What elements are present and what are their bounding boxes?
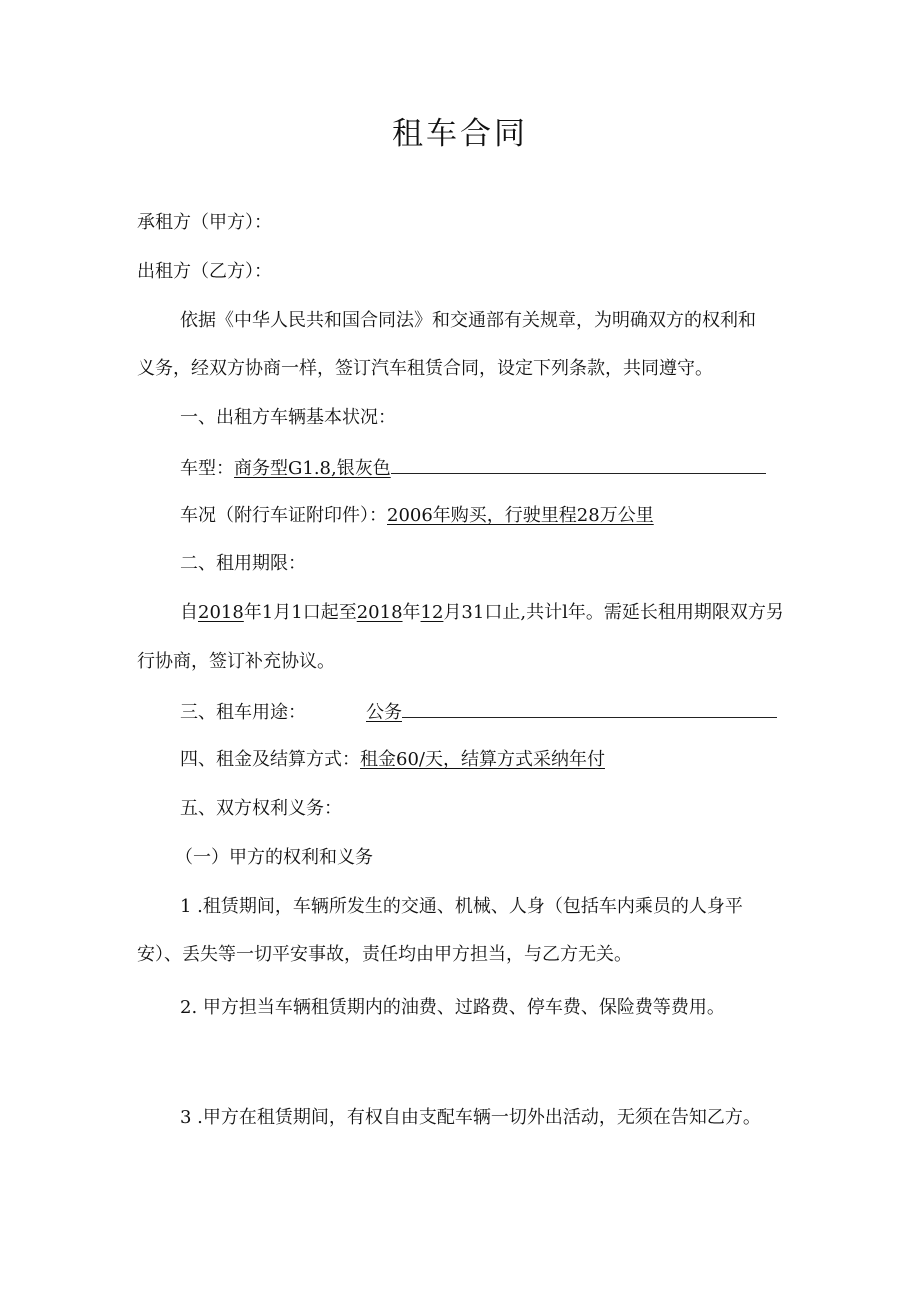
purpose-value: 公务 [366, 702, 402, 723]
vehicle-condition-row [180, 504, 654, 528]
term-text-3: 年 [402, 602, 421, 623]
vehicle-condition-value: 2006年购买，行驶里程28万公里 [387, 505, 654, 526]
vehicle-model-label: 车型： [180, 458, 234, 479]
term-end-month: 12 [420, 602, 444, 623]
clause-1-line-1: 1 .租赁期间，车辆所发生的交通、机械、人身（包括车内乘员的人身平 [180, 896, 743, 917]
lessee-label: 承租方（甲方）： [137, 212, 272, 233]
purpose-label: 三、租车用途： [180, 702, 306, 723]
subsection1-heading: （一）甲方的权利和义务 [175, 847, 373, 868]
clause-3: 3 .甲方在租赁期间，有权自由支配车辆一切外出活动，无须在告知乙方。 [180, 1107, 761, 1128]
clause-2: 2. 甲方担当车辆租赁期内的油费、过路费、停车费、保险费等费用。 [180, 997, 725, 1018]
rental-term-line-1 [180, 601, 784, 625]
document-title: 租车合同 [392, 116, 528, 152]
term-text-1: 自 [180, 602, 198, 623]
section1-heading: 一、出租方车辆基本状况： [180, 407, 396, 428]
rent-row [180, 748, 605, 772]
rent-label: 四、租金及结算方式： [180, 749, 360, 770]
fill-in-blank [391, 455, 766, 474]
vehicle-model-value: 商务型G1.8,银灰色 [234, 458, 391, 479]
vehicle-condition-label: 车况（附行车证附印件）： [180, 505, 387, 526]
vehicle-model-row [180, 455, 766, 481]
intro-line-1: 依据《中华人民共和国合同法》和交通部有关规章，为明确双方的权利和 [180, 310, 756, 331]
purpose-row [180, 699, 777, 725]
section5-heading: 五、双方权利义务： [180, 798, 342, 819]
rental-term-line-2: 行协商，签订补充协议。 [137, 651, 335, 672]
intro-line-2: 义务，经双方协商一样，签订汽车租赁合同，设定下列条款，共同遵守。 [137, 358, 713, 379]
lessor-label: 出租方（乙方）： [137, 261, 272, 282]
term-text-4: 月31口止,共计l年。需延长租用期限双方另 [443, 602, 784, 623]
rent-value: 租金60/天，结算方式采纳年付 [360, 749, 605, 770]
fill-in-blank [402, 699, 777, 718]
section2-heading: 二、租用期限： [180, 553, 306, 574]
term-text-2: 年1月1口起至 [243, 602, 357, 623]
term-end-year: 2018 [356, 602, 403, 623]
clause-1-line-2: 安）、丢失等一切平安事故，责任均由甲方担当，与乙方无关。 [137, 944, 632, 965]
term-start-year: 2018 [198, 602, 244, 623]
